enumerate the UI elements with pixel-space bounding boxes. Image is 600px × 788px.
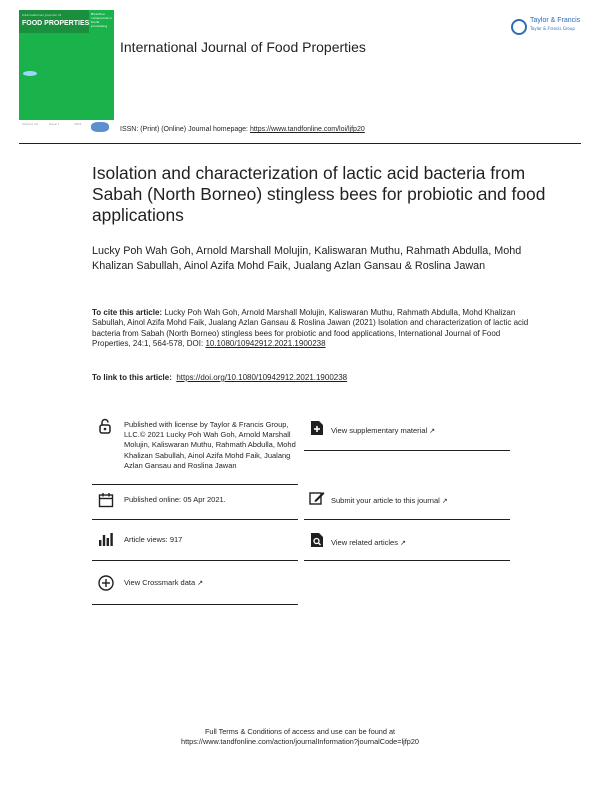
crossmark-icon[interactable]: [98, 575, 114, 591]
publisher-circle-icon: [511, 19, 527, 35]
divider: [92, 484, 298, 485]
doi-link[interactable]: 10.1080/10942912.2021.1900238: [205, 339, 326, 349]
cover-journal-small: International Journal of: [22, 13, 62, 17]
journal-title[interactable]: International Journal of Food Properties: [120, 39, 366, 55]
license-text: Published with license by Taylor & Francis Group, LLC.© 2021 Lucky Poh Wah Goh, Arnold Marshall Molujin, Kaliswaran Muthu, Rahmath Abdulla, Mohd Khalizan Sabullah, Ainol Azifa Mohd Faik, Jualang Azlan Gansau and Roslina Jawan: [124, 420, 296, 470]
divider: [304, 560, 510, 561]
footer: [0, 727, 600, 748]
external-link-icon: ↗: [197, 580, 204, 587]
footer-terms-link[interactable]: https://www.tandfonline.com/action/journalInformation?journalCode=ljfp20: [181, 737, 419, 747]
supplementary-label: View supplementary material: [331, 426, 428, 435]
related-label: View related articles: [331, 538, 398, 547]
crossmark-link[interactable]: [124, 578, 203, 589]
crossmark-label: View Crossmark data: [124, 578, 196, 587]
article-authors: Lucky Poh Wah Goh, Arnold Marshall Molujin, Kaliswaran Muthu, Rahmath Abdulla, Mohd Khalizan Sabullah, Ainol Azifa Mohd Faik, Jualang Azlan Gansau & Roslina Jawan: [92, 245, 522, 272]
cover-year: 2021: [74, 122, 82, 126]
divider: [304, 519, 510, 520]
article-views: Article views: 917: [124, 535, 183, 544]
footer-line-1: Full Terms & Conditions of access and use can be found at: [204, 727, 396, 736]
submit-label: Submit your article to this journal: [331, 496, 440, 505]
external-link-icon: ↗: [400, 540, 406, 547]
add-plus-icon[interactable]: [309, 420, 325, 436]
publisher-logo[interactable]: [511, 17, 581, 37]
divider: [92, 519, 298, 520]
cover-volume: Volume 24: [22, 122, 38, 126]
cover-journal-big: FOOD PROPERTIES: [22, 20, 90, 27]
link-label: To link to this article:: [92, 373, 172, 382]
cover-fish-icon: [23, 71, 37, 76]
publisher-name: Taylor & Francis: [530, 17, 581, 24]
published-date: Published online: 05 Apr 2021.: [124, 495, 226, 504]
cite-text: Lucky Poh Wah Goh, Arnold Marshall Molujin, Kaliswaran Muthu, Rahmath Abdulla, Mohd Khalizan Sabullah, Ainol Azifa Mohd Faik, Jualang Azlan Gansau & Roslina Jawan (2021) Isolation and characterization of lactic acid bacteria from Sabah (North Borneo) stingless bees for probiotic and food applications, International Journal of Food Properties, 24:1, 564-578,: [92, 308, 529, 349]
open-access-lock-icon: [97, 418, 113, 434]
issn-line: [120, 126, 365, 133]
external-link-icon: ↗: [429, 428, 436, 435]
issn-label: ISSN: (Print) (Online) Journal homepage:: [120, 126, 248, 133]
journal-homepage-link[interactable]: https://www.tandfonline.com/loi/ljfp20: [249, 126, 365, 133]
related-articles-icon[interactable]: [309, 532, 325, 548]
external-link-icon: ↗: [441, 498, 448, 505]
article-title: Isolation and characterization of lactic acid bacteria from Sabah (North Borneo) stingless bees for probiotic and food applications: [92, 163, 546, 225]
cover-side-text: Bioactive compounds in foods processing: [91, 12, 113, 28]
submit-article-link[interactable]: [331, 496, 448, 507]
doi-label: DOI:: [186, 339, 204, 349]
journal-cover[interactable]: [19, 10, 114, 134]
publisher-sub: Taylor & Francis Group: [530, 26, 575, 31]
divider: [92, 604, 298, 605]
bar-chart-icon: [98, 531, 114, 547]
cover-issue: Issue 1: [49, 122, 60, 126]
edit-pencil-icon[interactable]: [309, 490, 325, 506]
header-divider: [19, 143, 581, 144]
supplementary-link[interactable]: [331, 426, 435, 437]
cite-label: To cite this article:: [92, 308, 163, 317]
divider: [92, 560, 298, 561]
calendar-icon: [98, 492, 114, 508]
article-link[interactable]: https://doi.org/10.1080/10942912.2021.1900238: [176, 373, 348, 382]
related-articles-link[interactable]: [331, 538, 406, 549]
article-link-line: [92, 373, 347, 382]
citation-block: [92, 308, 532, 350]
divider: [304, 450, 510, 451]
cover-publisher-logo-icon: [91, 122, 109, 132]
